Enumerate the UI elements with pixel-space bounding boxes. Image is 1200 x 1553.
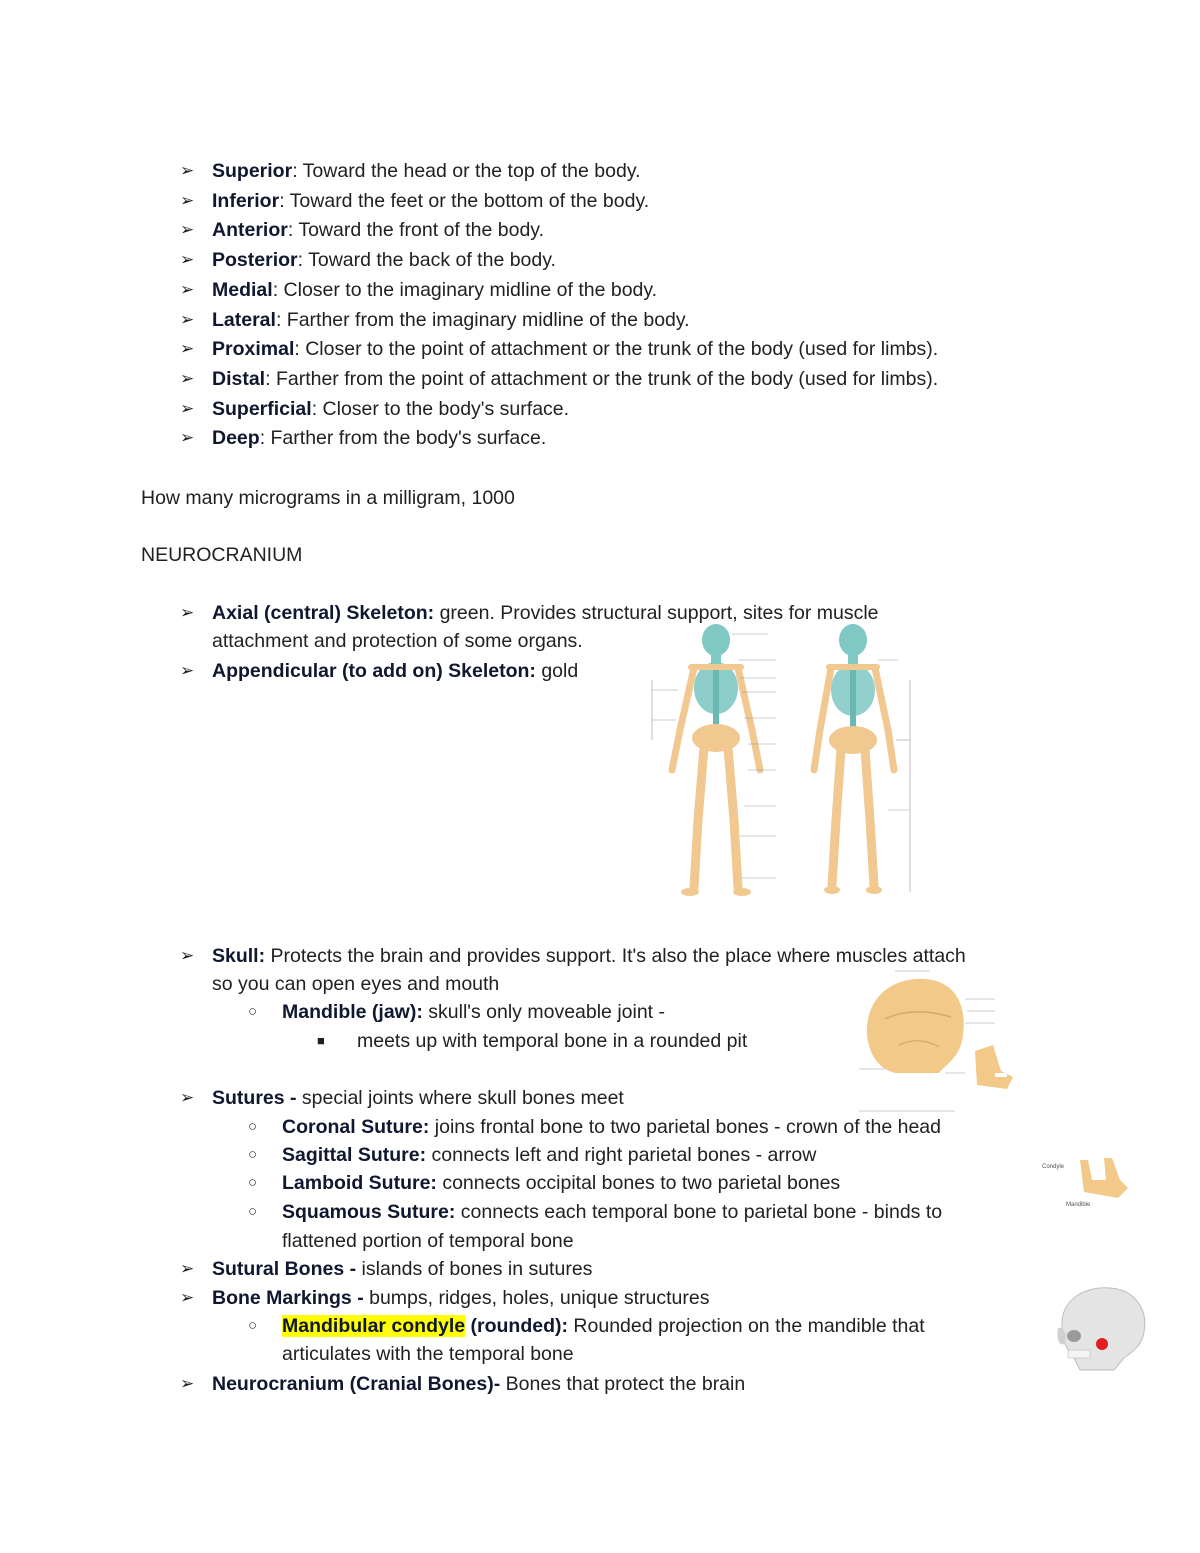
arrow-bullet-icon: ➢ (180, 1374, 195, 1393)
arrow-bullet-icon: ➢ (180, 661, 195, 680)
circle-bullet-icon: ○ (248, 1174, 258, 1191)
condyle-label: Condyle (1042, 1164, 1065, 1170)
skull-continuation: so you can open eyes and mouth (212, 973, 500, 995)
highlighted-term: Mandibular condyle (282, 1315, 466, 1337)
document-page: ➢ Superior: Toward the head or the top of the body. ➢ Inferior: Toward the feet or the bottom of the body. ➢ Anterior: Toward the front of the body. ➢ Posterior: Toward the back of the body. ➢ Medial: Closer to the imaginary midline of the body. ➢ Lateral: Farther from the imaginary midline of the body. ➢ Proximal: Closer to the point of attachment or the trunk of the body (used for limbs). ➢ Distal: Farther from the point of attachment or the trunk of the body (used for limbs). ➢ Superficial: Closer to the body's surface. ➢ Deep: Farther from the body's surface. How many micrograms in a milligram, 1000 NEUROCRANIUM ➢ Axial (central) Skeleton: green. Provides structural support, sites for muscle attachment and protection of some organs. ➢ Appendicular (to add on) Skeleton: gold ➢ Skull: Protects the brain and provides support. It's also the place where muscles attach so you can open eyes and mouth ○ Mandible (jaw): skull's only moveable joint - ■ meets up with temporal bone in a rounded pit ➢ Sutures - special joints where skull bones meet ○ Coronal Suture: joins frontal bone to two parietal bones - crown of the head ○ Sagittal Suture: connects left and right parietal bones - arrow ○ Lamboid Suture: connects occipital bones to two parietal bones ○ Squamous Suture: connects each temporal bone to parietal bone - binds to flattened portion of temporal bone Condyle Mandible ➢ Sutural Bones - islands of bones in sutures ➢ Bone Markings - bumps, ridges, holes, unique structures ○ Mandibular condyle (rounded): Rounded projection on the mandible that articulates with the temporal bone ➢ Neurocranium (Cranial Bones)- Bones that protect the brain (0, 0, 1200, 1553)
skull-figure (855, 965, 1017, 1115)
circle-bullet-icon: ○ (248, 1118, 258, 1135)
mandible-figure (1040, 1150, 1135, 1215)
circle-bullet-icon: ○ (248, 1003, 258, 1020)
arrow-bullet-icon: ➢ (180, 1288, 195, 1307)
arrow-bullet-icon: ➢ (180, 369, 195, 388)
square-bullet-icon: ■ (317, 1033, 325, 1048)
circle-bullet-icon: ○ (248, 1146, 258, 1163)
arrow-bullet-icon: ➢ (180, 339, 195, 358)
arrow-bullet-icon: ➢ (180, 220, 195, 239)
squamous-continuation: flattened portion of temporal bone (282, 1230, 574, 1252)
anterior-skeleton (672, 624, 760, 896)
circle-bullet-icon: ○ (248, 1203, 258, 1220)
arrow-bullet-icon: ➢ (180, 1088, 195, 1107)
question-text: How many micrograms in a milligram, 1000 (141, 487, 515, 509)
condyle-continuation: articulates with the temporal bone (282, 1343, 574, 1365)
mandible-label: Mandible (1066, 1202, 1091, 1208)
skeleton-illustration (648, 620, 920, 905)
arrow-bullet-icon: ➢ (180, 1259, 195, 1278)
axial-continuation: attachment and protection of some organs. (212, 630, 583, 652)
arrow-bullet-icon: ➢ (180, 399, 195, 418)
arrow-bullet-icon: ➢ (180, 310, 195, 329)
section-heading: NEUROCRANIUM (141, 544, 303, 566)
white-skull-illustration (1050, 1280, 1150, 1375)
white-skull-figure (1050, 1280, 1150, 1375)
arrow-bullet-icon: ➢ (180, 280, 195, 299)
arrow-bullet-icon: ➢ (180, 161, 195, 180)
arrow-bullet-icon: ➢ (180, 428, 195, 447)
arrow-bullet-icon: ➢ (180, 250, 195, 269)
circle-bullet-icon: ○ (248, 1317, 258, 1334)
posterior-skeleton (814, 624, 894, 894)
skeleton-figure (648, 620, 920, 905)
arrow-bullet-icon: ➢ (180, 191, 195, 210)
arrow-bullet-icon: ➢ (180, 603, 195, 622)
arrow-bullet-icon: ➢ (180, 946, 195, 965)
skull-illustration (855, 965, 1017, 1115)
